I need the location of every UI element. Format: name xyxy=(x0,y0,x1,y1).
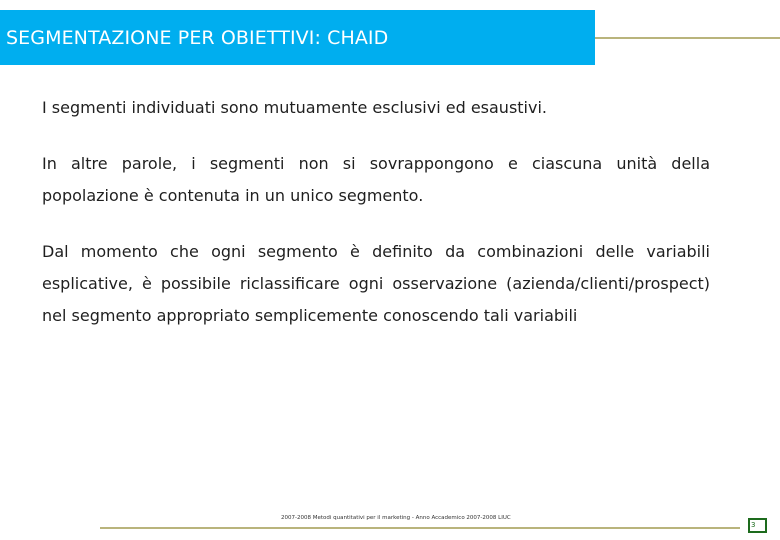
paragraph-reclassify: Dal momento che ogni segmento è definito da combinazioni delle variabili esplicative, è possibile riclassificare ogni osservazione (azienda/clienti/prospect) nel segmento appropriato semplicemente conoscendo tali variabili xyxy=(42,242,710,325)
page-number: 3 xyxy=(751,521,756,529)
footer-divider xyxy=(100,527,740,529)
paragraph-non-overlap: In altre parole, i segmenti non si sovrappongono e ciascuna unità della popolazione è contenuta in un unico segmento. xyxy=(42,154,710,205)
title-bar xyxy=(0,10,595,65)
slide-title: SEGMENTAZIONE PER OBIETTIVI: CHAID xyxy=(6,26,389,49)
paragraph-exclusive: I segmenti individuati sono mutuamente esclusivi ed esaustivi. xyxy=(42,98,547,117)
slide-body xyxy=(42,92,710,332)
title-divider xyxy=(595,37,780,39)
footer-caption: 2007-2008 Metodi quantitativi per il marketing - Anno Accademico 2007-2008 LIUC xyxy=(281,515,511,521)
page-number-box xyxy=(748,518,767,533)
